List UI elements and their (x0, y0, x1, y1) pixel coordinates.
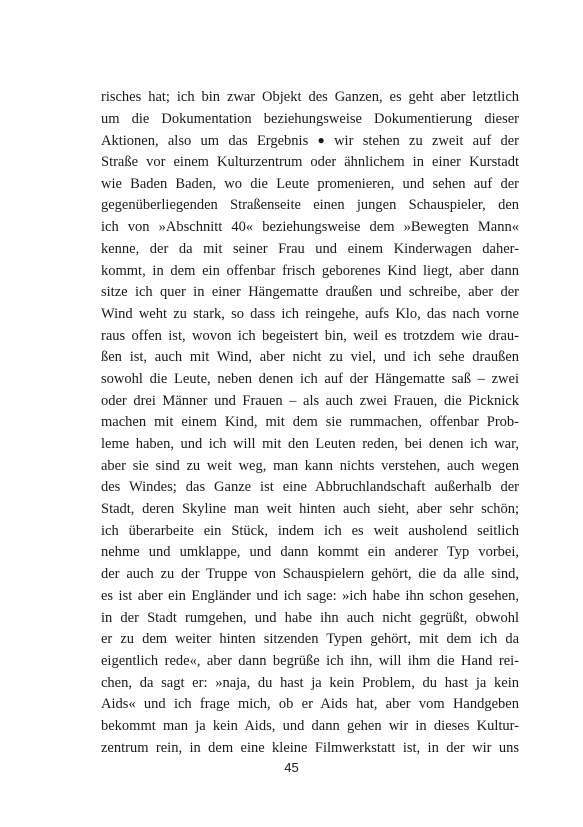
text-line: ich von »Abschnitt 40« beziehungsweise dem »Bewegten Mann« (101, 219, 519, 236)
text-line: Stadt, deren Skyline man weit hinten auch sieht, aber sehr schön; (101, 501, 519, 518)
text-line: es ist aber ein Engländer und ich sage: »ich habe ihn schon gesehen, (101, 587, 519, 604)
text-line: chen, da sagt er: »naja, du hast ja kein Problem, du hast ja kein (101, 674, 519, 691)
text-line: kommt, in dem ein offenbar frisch geborenes Kind liegt, aber dann (101, 262, 519, 279)
text-segment: Aktionen, also um das Ergebnis (101, 133, 309, 150)
text-line: gegenüberliegenden Straßenseite einen jungen Schauspieler, den (101, 197, 519, 214)
text-line: machen mit einem Kind, mit dem sie rummachen, offenbar Prob- (101, 414, 519, 431)
text-line: um die Dokumentation beziehungsweise Dokumentierung dieser (101, 110, 519, 127)
text-line: ßen ist, auch mit Wind, aber nicht zu viel, und ich sehe draußen (101, 349, 519, 366)
text-line: risches hat; ich bin zwar Objekt des Ganzen, es geht aber letztlich (101, 89, 519, 105)
body-text (101, 87, 519, 759)
text-line: Straße vor einem Kulturzentrum oder ähnlichem in einer Kurstadt (101, 154, 519, 171)
text-line: Aids« und ich frage mich, ob er Aids hat, aber vom Handgeben (101, 696, 519, 713)
text-line: in der Stadt rumgehen, und habe ihn auch nicht gegrüßt, obwohl (101, 609, 519, 626)
text-line: sowohl die Leute, neben denen ich auf der Hängematte saß – zwei (101, 370, 519, 387)
text-line: sitze ich quer in einer Hängematte draußen und schreibe, aber der (101, 284, 519, 301)
text-line: Wind weht zu stark, so dass ich reingehe, aufs Klo, das nach vorne (101, 305, 519, 322)
text-line: kenne, der da mit seiner Frau und einem Kinderwagen daher- (101, 240, 519, 257)
page-number: 45 (284, 760, 299, 775)
text-line: aber sie sind zu weit weg, man kann nichts verstehen, auch wegen (101, 457, 519, 474)
text-line: wie Baden Baden, wo die Leute promenieren, und sehen auf der (101, 175, 519, 192)
text-line: oder drei Männer und Frauen – als auch zwei Frauen, die Picknick (101, 392, 519, 409)
text-line: ich überarbeite ein Stück, indem ich es weit ausholend seitlich (101, 522, 519, 539)
text-line: leme haben, und ich will mit den Leuten reden, bei denen ich war, (101, 436, 519, 452)
text-line: eigentlich rede«, aber dann begrüße ich ihn, will ihm die Hand rei- (101, 652, 519, 669)
text-line: er zu dem weiter hinten sitzenden Typen gehört, mit dem ich da (101, 631, 519, 648)
text-line: der auch zu der Truppe von Schauspielern gehört, die da alle sind, (101, 566, 519, 583)
text-line: raus offen ist, wovon ich begeistert bin, weil es trotzdem wie drau- (101, 327, 519, 344)
text-line: nehme und umklappe, und dann kommt ein anderer Typ vorbei, (101, 544, 519, 561)
text-line: zentrum rein, in dem eine kleine Filmwerkstatt ist, in der wir uns (101, 739, 519, 756)
text-line: des Windes; das Ganze ist eine Abbruchlandschaft außerhalb der (101, 479, 519, 496)
text-line-with-bullet (101, 130, 519, 152)
text-segment: wir stehen zu zweit auf der (334, 133, 519, 150)
text-line: bekommt man ja kein Aids, und dann gehen wir in dieses Kultur- (101, 717, 519, 734)
bullet-icon: ● (317, 133, 325, 148)
